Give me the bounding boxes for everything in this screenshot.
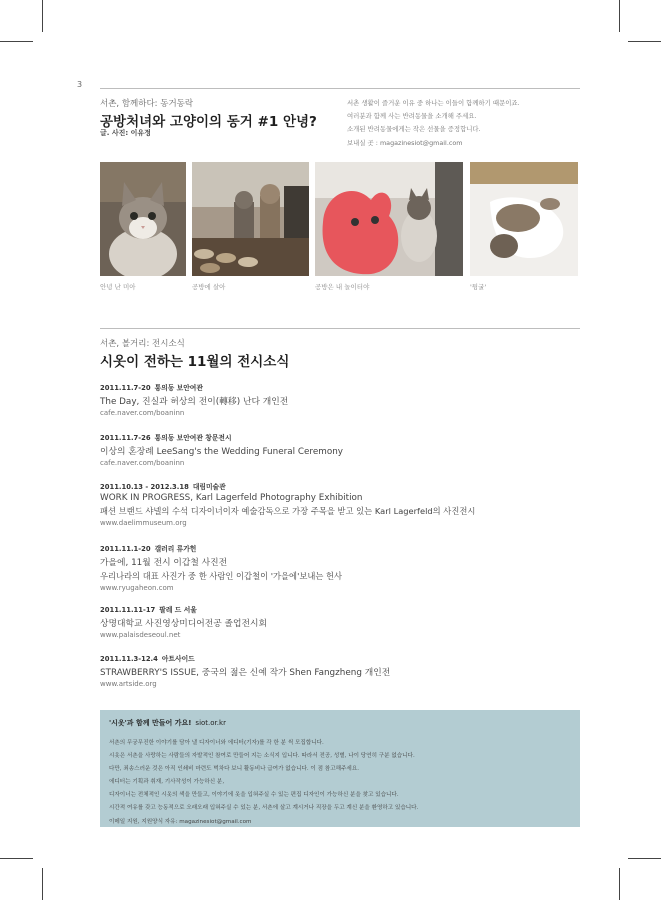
exhibition-date: 2011.11.7-20 — [100, 384, 151, 392]
crop-mark — [619, 868, 620, 900]
notice-line: 디자이너는 전체적인 시옷의 색을 만들고, 이야기에 옷을 입혀주실 수 있는 편집 디자인이 가능하신 분을 찾고 있습니다. — [109, 792, 399, 799]
kitten-photo — [100, 162, 186, 276]
notice-heading-line — [109, 718, 226, 728]
exhibition-venue: 통의동 보안여관 창문전시 — [154, 434, 232, 442]
exhibition-venue: 팔레 드 서울 — [159, 606, 197, 614]
exhibition-title: 이상의 혼장례 LeeSang's the Wedding Funeral Ceremony — [100, 447, 343, 457]
exhibition-date: 2011.11.7-26 — [100, 434, 151, 442]
exhibition-date-line — [100, 481, 580, 491]
notice-body — [109, 737, 418, 829]
exhibition-venue: 아트사이드 — [161, 655, 195, 663]
exhibition-description: 우리나라의 대표 사진가 중 한 사람인 이갑철이 '가을에'보내는 헌사 — [100, 571, 343, 581]
exhibition-date: 2011.11.1-20 — [100, 545, 151, 553]
exhibition-date-line — [100, 382, 580, 392]
exhibition-date: 2011.10.13 - 2012.3.18 — [100, 483, 189, 491]
recruitment-notice — [100, 710, 580, 827]
exhibition-date-line — [100, 604, 580, 614]
crop-mark — [0, 858, 33, 859]
exhibition-date: 2011.11.11-17 — [100, 606, 156, 614]
notice-line: 이메일 지원, 지원양식 자유: magazinesiot@gmail.com — [109, 818, 252, 825]
feature-intro — [347, 97, 587, 150]
intro-line: 여러분과 함께 사는 반려동물을 소개해 주세요. — [347, 112, 477, 121]
notice-site-link[interactable]: siot.or.kr — [195, 719, 226, 727]
crop-mark — [628, 858, 661, 859]
exhibition-title: STRAWBERRY'S ISSUE, 중국의 젊은 신예 작가 Shen Fangzheng 개인전 — [100, 668, 391, 678]
exhibition-item — [100, 653, 580, 688]
exhibition-venue: 갤러리 류가헌 — [154, 545, 197, 553]
exhibition-venue: 통의동 보안여관 — [154, 384, 203, 392]
crop-mark — [628, 41, 661, 42]
exhibition-description: 패션 브랜드 샤넬의 수석 디자이너이자 예술감독으로 가장 주목을 받고 있는 Karl Lagerfeld의 사진전시 — [100, 506, 476, 516]
exhibition-date: 2011.11.3-12.4 — [100, 655, 158, 663]
crop-mark — [0, 41, 33, 42]
exhibitions-kicker: 서촌, 볼거리: 전시소식 — [100, 339, 185, 349]
exhibition-url[interactable]: www.daelimmuseum.org — [100, 519, 187, 527]
exhibitions-title: 시옷이 전하는 11월의 전시소식 — [100, 354, 290, 370]
feature-credit: 글. 사진: 이유정 — [100, 129, 151, 137]
crop-mark — [42, 0, 43, 32]
notice-line: 에디터는 기획과 취재, 기사작성이 가능하신 분, — [109, 779, 225, 786]
section-divider — [100, 88, 580, 89]
photo-caption: 공방에 살아 — [192, 283, 226, 291]
exhibition-url[interactable]: www.artside.org — [100, 680, 157, 688]
notice-line: 시간적 여유를 갖고 능동적으로 오래오래 입혀주실 수 있는 분, 서촌에 살고 계시거나 직장을 두고 계신 분을 환영하고 있습니다. — [109, 805, 419, 812]
exhibition-item — [100, 604, 580, 639]
exhibition-item — [100, 543, 580, 592]
exhibition-title: The Day, 진실과 허상의 전이(轉移) 난다 개인전 — [100, 397, 289, 407]
page-number: 3 — [77, 80, 83, 89]
crop-mark — [619, 0, 620, 32]
toy-cat-photo — [315, 162, 463, 276]
photo-caption: 공방은 내 놀이터야 — [315, 283, 370, 291]
photo-caption: 안녕 난 미아 — [100, 283, 136, 291]
exhibition-title: 가을에, 11월 전시 이갑철 사진전 — [100, 558, 228, 568]
exhibition-venue: 대림미술관 — [192, 483, 226, 491]
crop-mark — [42, 868, 43, 900]
exhibition-date-line — [100, 432, 580, 442]
exhibition-item — [100, 481, 580, 527]
exhibition-url[interactable]: www.ryugaheon.com — [100, 584, 174, 592]
section-divider — [100, 328, 580, 329]
exhibition-url[interactable]: www.palaisdeseoul.net — [100, 631, 181, 639]
exhibition-date-line — [100, 653, 580, 663]
exhibition-title: WORK IN PROGRESS, Karl Lagerfeld Photography Exhibition — [100, 493, 363, 503]
rolling-cat-photo — [470, 162, 578, 276]
photo-caption: '뒹굴' — [470, 283, 487, 291]
feature-kicker: 서촌, 함께하다: 동거동락 — [100, 99, 194, 109]
notice-line: 서촌의 무궁무진한 이야기를 담아 낼 디자이너와 에디터(기자)를 각 한 분 씩 모집합니다. — [109, 740, 324, 746]
notice-line: 시옷은 서촌을 사랑하는 사람들의 자발적인 참여로 만들어 지는 소식지 입니다. 따라서 전공, 성별, 나이 당연히 구분 없습니다. — [109, 753, 415, 760]
notice-heading: '시옷'과 함께 만들어 가요! — [109, 719, 192, 727]
exhibition-url[interactable]: cafe.naver.com/boaninn — [100, 459, 185, 467]
workshop-cats-photo — [192, 162, 309, 276]
exhibition-title: 상명대학교 사진영상미디어전공 졸업전시회 — [100, 619, 268, 629]
exhibition-date-line — [100, 543, 580, 553]
exhibition-item — [100, 382, 580, 417]
notice-line: 다만, 죄송스러운 것은 아직 인쇄비 마련도 벅차다 보니 활동비나 급여가 없습니다. 이 점 참고해주세요. — [109, 766, 359, 773]
intro-line: 보내실 곳 : magazinesiot@gmail.com — [347, 138, 463, 147]
exhibition-item — [100, 432, 580, 467]
intro-line: 소개된 반려동물에게는 작은 선물을 증정합니다. — [347, 125, 481, 134]
feature-title: 공방처녀와 고양이의 동거 #1 안녕? — [100, 114, 317, 130]
intro-line: 서촌 생활이 즐거운 이유 중 하나는 이들이 함께하기 때문이죠. — [347, 99, 520, 107]
exhibition-url[interactable]: cafe.naver.com/boaninn — [100, 409, 185, 417]
